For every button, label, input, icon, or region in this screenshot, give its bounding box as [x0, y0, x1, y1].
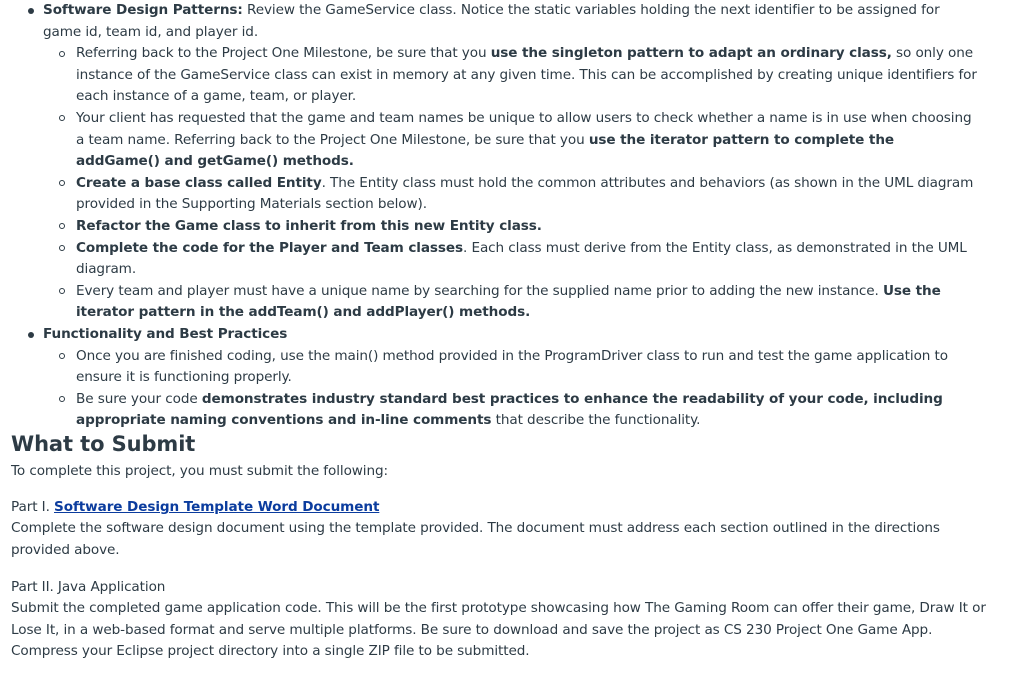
list-item — [0, 108, 980, 173]
item-bold-text: Use the iterator pattern in the addTeam() and addPlayer() methods. — [76, 282, 941, 321]
part1-line — [11, 497, 1001, 519]
item-bold-text: use the iterator pattern to complete the addGame() and getGame() methods. — [76, 131, 895, 170]
item-text: Be sure your code — [76, 390, 202, 407]
item-bold-text: Complete the code for the Player and Team classes — [76, 239, 464, 256]
patterns-text: Review the GameService class. Notice the static variables holding the next identifier to be assigned for game id, team id, and player id. — [43, 2, 940, 40]
item-text: Referring back to the Project One Milestone, be sure that you — [76, 45, 491, 62]
list-item — [0, 173, 980, 216]
item-bold-text: use the singleton pattern to adapt an ordinary class, — [490, 45, 892, 62]
item-bold-text: demonstrates industry standard best practices to enhance the readability of your code, including appropriate naming conventions and in-line comments — [76, 390, 943, 429]
part1-prefix: Part I. — [11, 499, 55, 515]
list-item-functionality — [0, 324, 980, 432]
patterns-label: Software Design Patterns: — [43, 2, 243, 18]
list-item — [0, 389, 980, 432]
list-item — [0, 216, 980, 238]
list-item-software-design-patterns — [0, 0, 980, 324]
list-item — [0, 346, 980, 389]
patterns-sublist — [43, 43, 980, 324]
what-to-submit-heading: What to Submit — [11, 432, 196, 456]
software-design-template-link[interactable]: Software Design Template Word Document — [54, 499, 380, 515]
part2-description: Submit the completed game application code. This will be the first prototype showcasing how The Gaming Room can offer their game, Draw It or Lose It, in a web-based format and serve multiple platforms. Be sure to download and save the project as CS 230 Project One Game App. Compress your Eclipse project directory into a single ZIP file to be submitted. — [11, 600, 986, 660]
item-text: . Each class must derive from the Entity class, as demonstrated in the UML diagram. — [76, 239, 967, 278]
item-text: Once you are finished coding, use the main() method provided in the ProgramDriver class to run and test the game application to ensure it is functioning properly. — [76, 347, 948, 386]
item-bold-text: Create a base class called Entity — [76, 174, 322, 191]
list-item — [0, 281, 980, 324]
submit-intro: To complete this project, you must submit the following: — [11, 463, 389, 479]
list-item — [0, 43, 980, 108]
list-item — [0, 238, 980, 281]
item-text: . The Entity class must hold the common attributes and behaviors (as shown in the UML diagram provided in the Supporting Materials section below). — [76, 174, 974, 213]
item-text: so only one instance of the GameService class can exist in memory at any given time. This can be accomplished by creating unique identifiers for each instance of a game, team, or player. — [76, 45, 977, 105]
part2-title: Part II. Java Application — [11, 579, 166, 595]
item-bold-text: Refactor the Game class to inherit from this new Entity class. — [76, 217, 542, 234]
functionality-sublist — [43, 346, 980, 432]
functionality-label: Functionality and Best Practices — [43, 325, 288, 342]
item-text: Every team and player must have a unique name by searching for the supplied name prior to adding the new instance. — [76, 282, 883, 299]
item-text: Your client has requested that the game and team names be unique to allow users to check whether a name is in use when choosing a team name. Referring back to the Project One Milestone, be sure that you — [76, 109, 972, 148]
item-text: that describe the functionality. — [491, 412, 701, 429]
part1-description: Complete the software design document using the template provided. The document must address each section outlined in the directions provided above. — [11, 520, 940, 558]
